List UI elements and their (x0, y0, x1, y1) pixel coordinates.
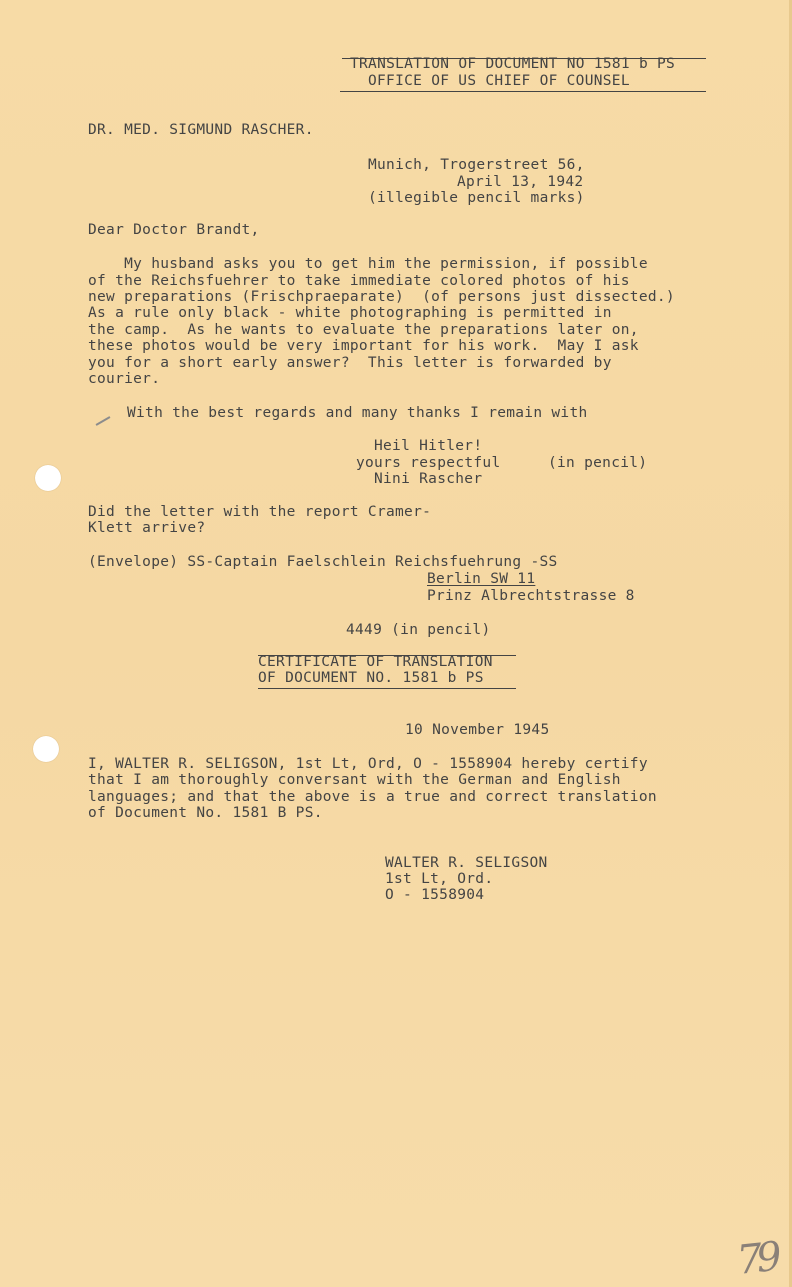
certificate-body-line: that I am thoroughly conversant with the German and English (88, 772, 621, 788)
postscript-line: Did the letter with the report Cramer- (88, 504, 432, 520)
address-date: April 13, 1942 (457, 174, 584, 190)
envelope-street: Prinz Albrechtstrasse 8 (427, 588, 635, 604)
signer-name: WALTER R. SELIGSON (385, 855, 548, 871)
letter-body-line: of the Reichsfuehrer to take immediate colored photos of his (88, 273, 630, 289)
letter-body-line: new preparations (Frischpraeparate) (of persons just dissected.) (88, 289, 675, 305)
certificate-body-line: of Document No. 1581 B PS. (88, 805, 323, 821)
letter-body-line: these photos would be very important for his work. May I ask (88, 338, 639, 354)
address-note: (illegible pencil marks) (368, 190, 585, 206)
signer-number: O - 1558904 (385, 887, 485, 903)
postscript-line: Klett arrive? (88, 520, 206, 536)
signature-name: Nini Rascher (374, 471, 483, 487)
header-title: TRANSLATION OF DOCUMENT NO 1581 b PS (350, 56, 676, 72)
closing: With the best regards and many thanks I remain with (127, 405, 588, 421)
letter-body-line: My husband asks you to get him the permission, if possible (88, 256, 648, 272)
envelope-city: Berlin SW 11 (427, 571, 536, 587)
punch-hole-top (35, 465, 61, 491)
signature-greeting: Heil Hitler! (374, 438, 483, 454)
signer-rank: 1st Lt, Ord. (385, 871, 494, 887)
punch-hole-bottom (33, 736, 59, 762)
signature-pencil-note: (in pencil) (548, 455, 648, 471)
letter-body-line: the camp. As he wants to evaluate the preparations later on, (88, 322, 639, 338)
envelope-addressee: (Envelope) SS-Captain Faelschlein Reichsfuehrung -SS (88, 554, 558, 570)
sender-name: DR. MED. SIGMUND RASCHER. (88, 122, 314, 138)
header-bottom-rule (340, 91, 706, 92)
certificate-bottom-rule (258, 688, 516, 689)
salutation: Dear Doctor Brandt, (88, 222, 260, 238)
signature-respectful: yours respectful (356, 455, 501, 471)
certificate-date: 10 November 1945 (405, 722, 550, 738)
address-street: Munich, Trogerstreet 56, (368, 157, 585, 173)
handwritten-page-number: 79 (734, 1234, 779, 1284)
certificate-body-line: I, WALTER R. SELIGSON, 1st Lt, Ord, O - 1558904 hereby certify (88, 756, 648, 772)
pencil-mark (96, 416, 111, 426)
certificate-title: CERTIFICATE OF TRANSLATION (258, 654, 493, 670)
pencil-number: 4449 (in pencil) (346, 622, 491, 638)
certificate-document: OF DOCUMENT NO. 1581 b PS (258, 670, 484, 686)
certificate-body-line: languages; and that the above is a true and correct translation (88, 789, 657, 805)
letter-body-line: courier. (88, 371, 161, 387)
header-office: OFFICE OF US CHIEF OF COUNSEL (368, 73, 630, 89)
letter-body-line: you for a short early answer? This letter is forwarded by (88, 355, 612, 371)
letter-body-line: As a rule only black - white photographing is permitted in (88, 305, 612, 321)
